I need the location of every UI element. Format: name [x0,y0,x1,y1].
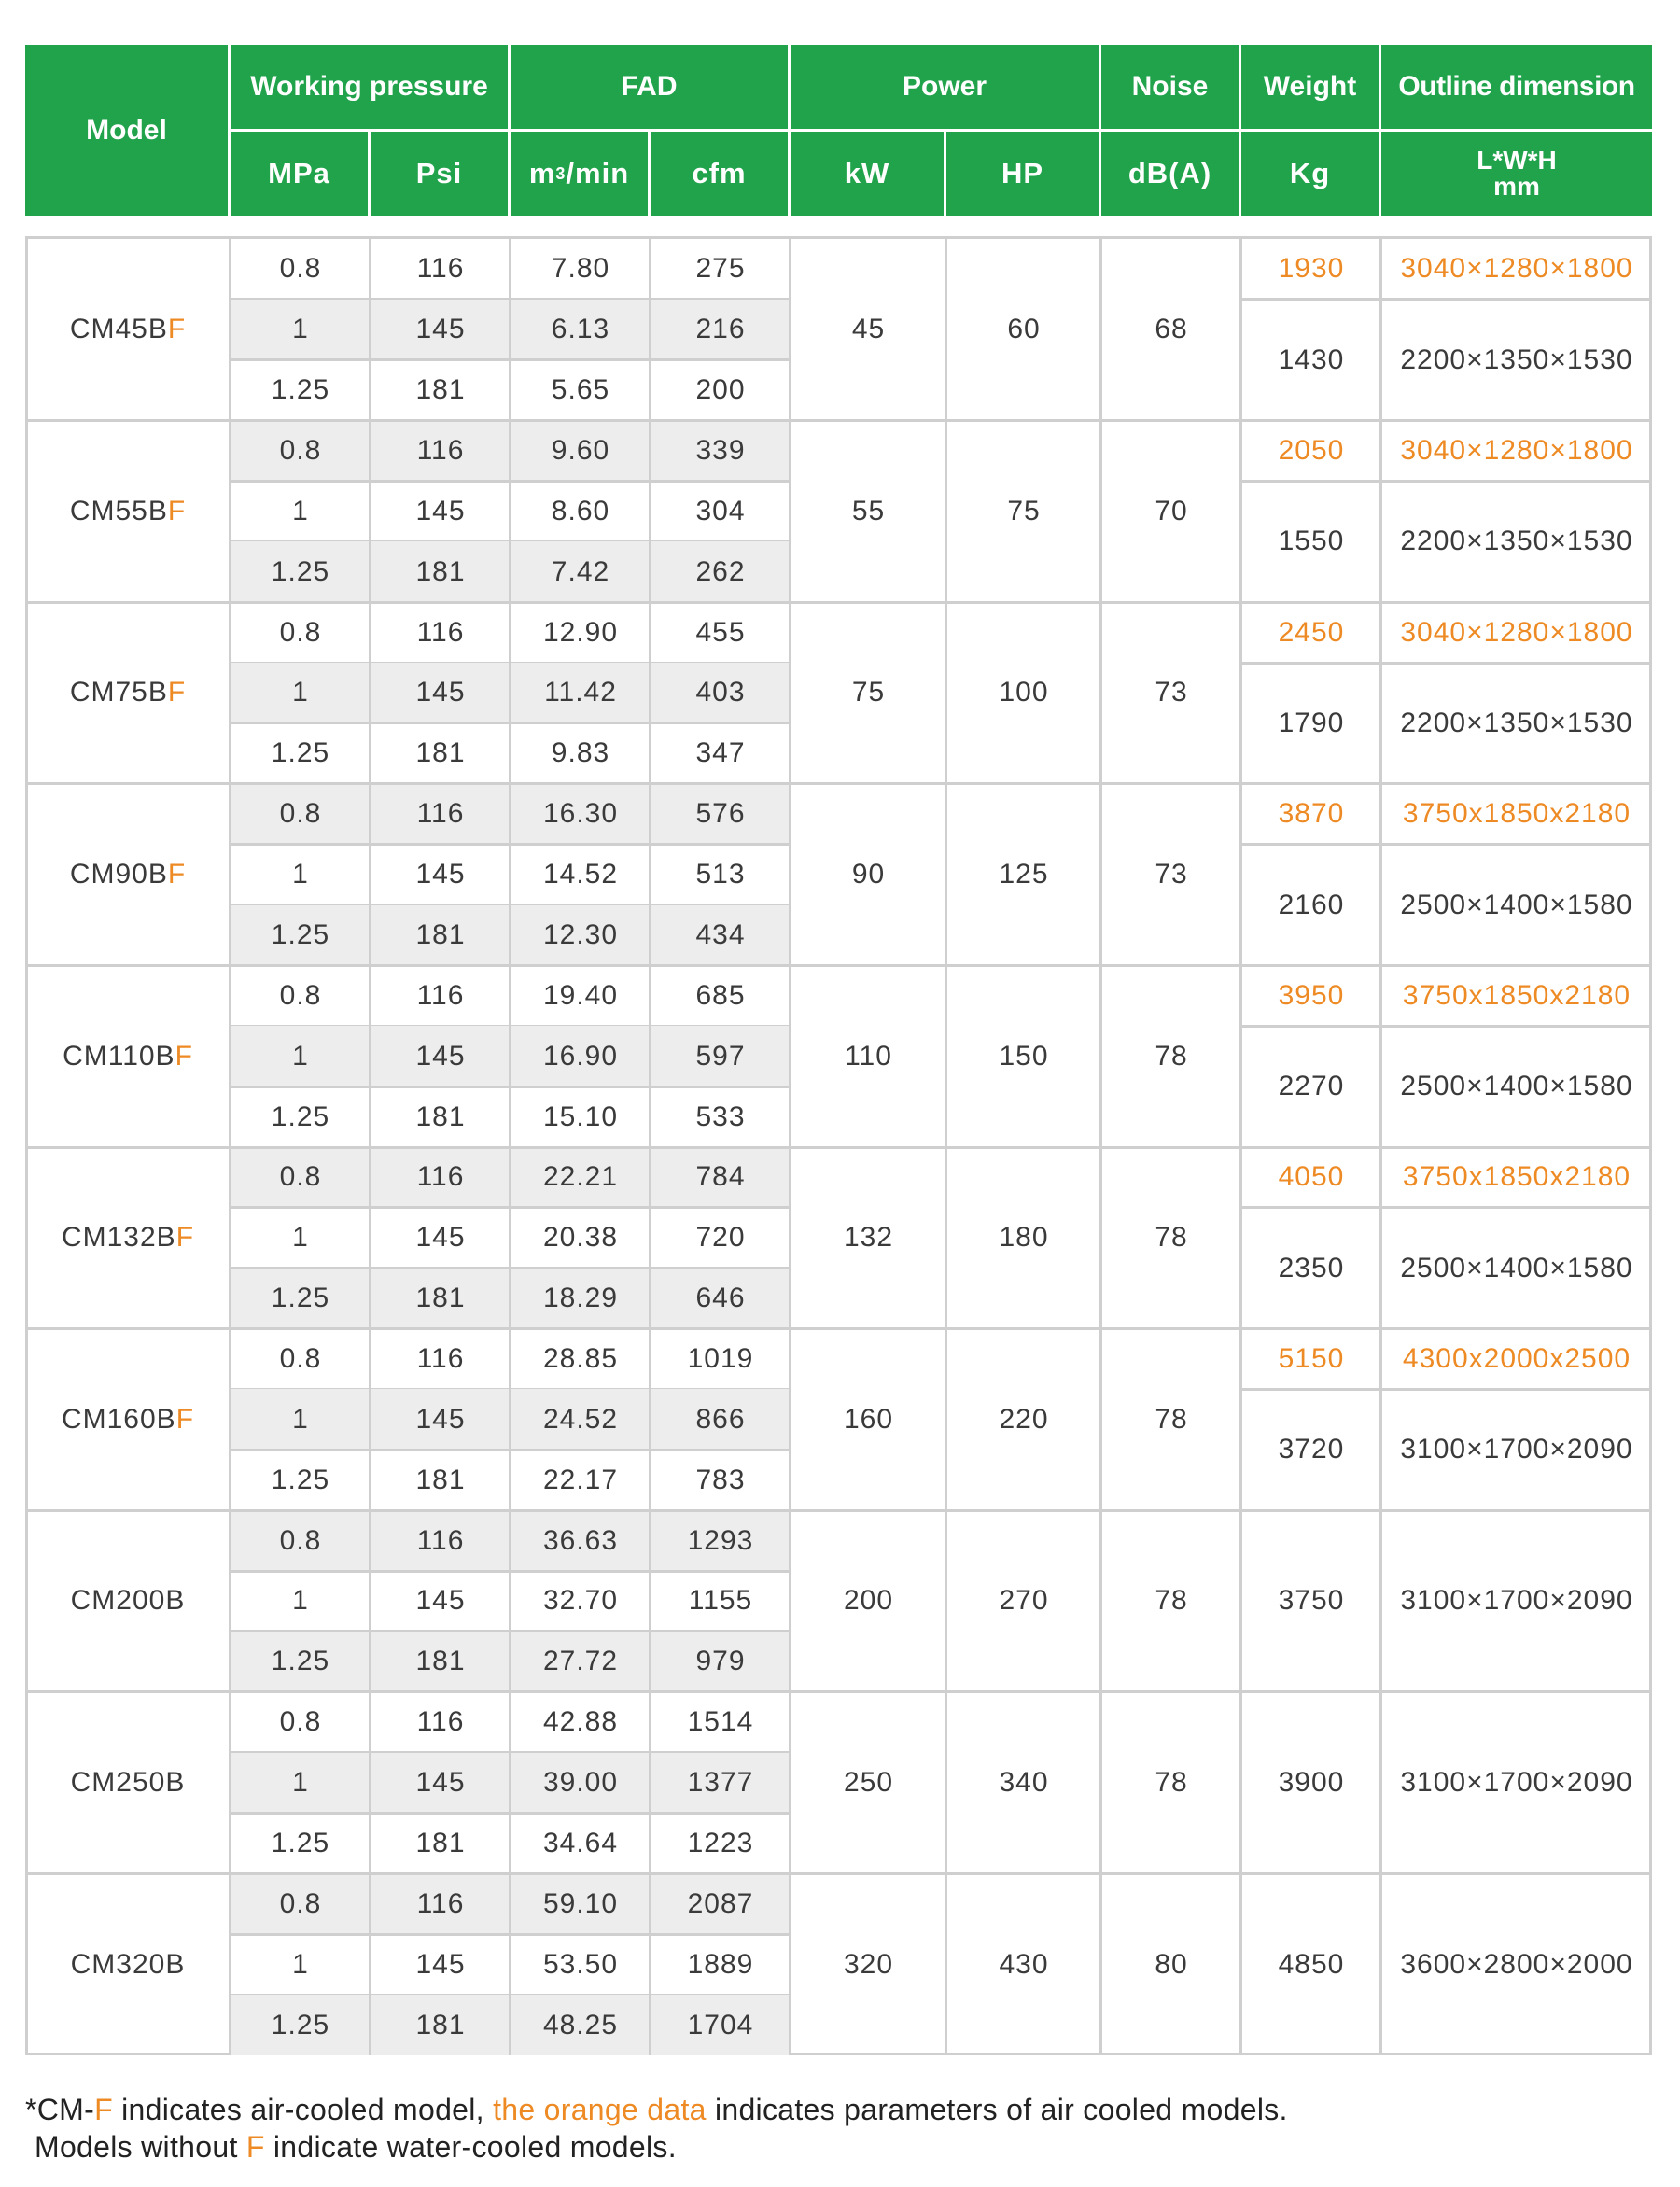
unit-m3-base: m [528,157,556,189]
fad-m3min: 9.83 [551,737,610,769]
outline-dimension: 2500×1400×1580 [1400,1252,1633,1283]
unit-lwh: L*W*H [1477,146,1557,175]
pressure-mpa: 1 [292,1585,309,1617]
pressure-mpa: 1.25 [231,1269,371,1329]
fad-m3min: 14.52 [542,859,619,890]
fad-m3min: 22.21 [511,1147,651,1208]
fad-m3min: 7.42 [511,541,651,602]
fad-m3min: 6.13 [511,300,651,360]
model-suffix: F [167,859,187,890]
outline-dimension: 3100×1700×2090 [1400,1585,1633,1617]
fad-cfm: 200 [695,374,746,406]
fad-m3min: 16.90 [511,1026,651,1086]
power-hp: 100 [999,677,1049,708]
weight-kg: 1790 [1278,707,1345,738]
power-kw: 55 [851,495,886,526]
outline-dimension: 2200×1350×1530 [1400,707,1633,738]
fad-cfm: 434 [651,905,791,966]
pressure-mpa: 1 [231,1026,371,1086]
noise-dba: 78 [1155,1040,1188,1072]
noise-dba: 78 [1155,1222,1188,1254]
pressure-mpa: 1.25 [271,1101,330,1132]
fad-cfm: 339 [651,421,791,482]
footnote-text-d: indicate water-cooled models. [264,2130,677,2164]
fad-m3min: 19.40 [542,979,619,1011]
pressure-mpa: 1.25 [271,1464,330,1495]
fad-m3min: 48.25 [511,1995,651,2055]
fad-m3min: 28.85 [542,1343,619,1375]
fad-cfm: 403 [651,663,791,723]
pressure-mpa: 1 [231,1753,371,1814]
unit-mpa: MPa [231,132,368,216]
pressure-psi: 145 [415,859,466,890]
model-suffix: F [167,314,187,345]
power-hp: 150 [999,1040,1049,1072]
pressure-psi: 145 [371,1389,511,1450]
group-divider [25,964,1652,967]
model-name [25,1873,231,2055]
power-hp: 340 [999,1767,1049,1799]
fad-m3min: 12.90 [542,616,619,648]
power-hp: 270 [999,1585,1049,1617]
weight-kg: 3720 [1278,1434,1345,1465]
outline-dimension: 3100×1700×2090 [1400,1434,1633,1465]
unit-hp: HP [946,132,1099,216]
footnote-f2: F [245,2130,265,2164]
fad-m3min: 20.38 [542,1222,619,1254]
model-base: CM75B [69,677,168,708]
unit-cfm: cfm [651,132,788,216]
power-hp: 430 [999,1948,1049,1980]
air-cooled-weight: 2450 [1278,616,1345,648]
table-header [25,45,1652,216]
pressure-psi: 116 [416,616,465,648]
pressure-mpa: 0.8 [279,616,322,648]
outline-dimension: 3100×1700×2090 [1400,1767,1633,1799]
model-name [25,1510,231,1692]
air-cooled-dimension: 3040×1280×1800 [1400,253,1633,285]
power-kw: 75 [851,677,886,708]
model-name [25,602,231,784]
pressure-mpa: 1 [292,1948,309,1980]
fad-cfm: 513 [695,859,746,890]
model-base: CM132B [61,1222,176,1254]
pressure-psi: 145 [415,1585,466,1617]
group-divider [25,1327,1652,1330]
fad-m3min: 34.64 [542,1827,619,1858]
fad-cfm: 1155 [688,1585,753,1617]
pressure-mpa: 0.8 [231,1510,371,1571]
air-cooled-weight: 3870 [1278,798,1345,830]
table-body [25,236,1652,2055]
fad-cfm: 455 [695,616,746,648]
fad-cfm: 1377 [651,1753,791,1814]
pressure-mpa: 0.8 [231,784,371,845]
fad-m3min: 42.88 [542,1706,619,1738]
weight-kg: 2160 [1278,889,1345,920]
fad-cfm: 1514 [687,1706,754,1738]
column-divider [789,239,791,2055]
pressure-psi: 181 [415,374,466,406]
fad-m3min: 8.60 [551,495,610,526]
group-divider [25,782,1652,785]
pressure-mpa: 1.25 [271,374,330,406]
air-cooled-dimension: 3750x1850x2180 [1402,1161,1631,1193]
pressure-mpa: 0.8 [231,1147,371,1208]
outline-dimension: 2500×1400×1580 [1400,1071,1633,1102]
power-kw: 132 [843,1222,894,1254]
unit-dba: dB(A) [1101,132,1239,216]
fad-cfm: 1889 [687,1948,754,1980]
column-divider [1379,239,1382,2055]
noise-dba: 80 [1155,1948,1188,1980]
fad-cfm: 1704 [651,1995,791,2055]
pressure-psi: 116 [416,1706,465,1738]
fad-cfm: 576 [651,784,791,845]
weight-kg: 2350 [1278,1252,1345,1283]
column-divider [369,239,371,2055]
power-kw: 160 [843,1403,894,1435]
fad-cfm: 685 [695,979,746,1011]
power-hp: 75 [1007,495,1041,526]
model-name [25,239,231,421]
outline-dimension: 2200×1350×1530 [1400,526,1633,557]
pressure-mpa: 1 [231,300,371,360]
air-cooled-weight: 4050 [1278,1161,1345,1193]
header-power: Power [791,45,1099,129]
unit-mm: mm [1493,172,1540,201]
group-divider [25,1146,1652,1149]
pressure-mpa: 1.25 [231,541,371,602]
outline-dimension: 2200×1350×1530 [1400,343,1633,375]
model-name [25,1147,231,1329]
fad-m3min: 53.50 [542,1948,619,1980]
pressure-mpa: 1 [292,1222,309,1254]
noise-dba: 78 [1155,1767,1188,1799]
noise-dba: 70 [1155,495,1188,526]
pressure-mpa: 0.8 [279,1706,322,1738]
power-kw: 110 [845,1040,892,1072]
outline-dimension: 3600×2800×2000 [1400,1948,1633,1980]
pressure-psi: 116 [416,979,465,1011]
fad-cfm: 1293 [651,1510,791,1571]
fad-cfm: 597 [651,1026,791,1086]
air-cooled-weight: 1930 [1278,253,1345,285]
pressure-psi: 181 [371,541,511,602]
fad-cfm: 533 [695,1101,746,1132]
pressure-mpa: 0.8 [231,421,371,482]
power-kw: 200 [843,1585,894,1617]
pressure-psi: 181 [371,905,511,966]
column-divider [25,239,28,2055]
unit-m3-per-min: m 3 /min [511,132,648,216]
model-suffix: F [175,1040,193,1072]
weight-kg: 1550 [1278,526,1345,557]
power-kw: 250 [843,1767,894,1799]
pressure-psi: 145 [415,1948,466,1980]
unit-psi: Psi [371,132,508,216]
pressure-mpa: 1 [292,495,309,526]
pressure-mpa: 0.8 [279,1343,322,1375]
pressure-psi: 145 [371,1753,511,1814]
pressure-psi: 181 [415,737,466,769]
pressure-mpa: 1.25 [271,1827,330,1858]
model-suffix: F [175,1222,195,1254]
power-hp: 180 [999,1222,1049,1254]
fad-m3min: 22.17 [542,1464,619,1495]
model-base: CM45B [69,314,168,345]
power-hp: 125 [999,859,1049,890]
fad-m3min: 27.72 [511,1632,651,1692]
fad-cfm: 784 [651,1147,791,1208]
footnote-text-b: indicates parameters of air cooled models. [706,2093,1288,2126]
header-outline-dimension: Outline dimension [1381,45,1652,129]
unit-kw: kW [791,132,944,216]
noise-dba: 73 [1155,677,1188,708]
footnote-text-a: indicates air-cooled model, [112,2093,494,2126]
model-base: CM250B [70,1767,186,1799]
header-noise: Noise [1101,45,1239,129]
fad-m3min: 11.42 [511,663,651,723]
fad-m3min: 12.30 [511,905,651,966]
pressure-psi: 181 [371,1995,511,2055]
pressure-psi: 116 [416,253,465,285]
air-cooled-weight: 2050 [1278,435,1345,467]
weight-kg: 1430 [1278,343,1345,375]
pressure-psi: 116 [416,1343,465,1375]
column-divider [1649,239,1652,2055]
model-suffix: F [175,1403,195,1435]
group-divider [25,1509,1652,1512]
header-fad: FAD [511,45,788,129]
column-divider [1099,239,1102,2055]
fad-m3min: 24.52 [511,1389,651,1450]
model-suffix: F [167,677,187,708]
model-base: CM160B [61,1403,176,1435]
group-divider [25,601,1652,604]
fad-cfm: 216 [651,300,791,360]
weight-kg: 2270 [1278,1071,1345,1102]
air-cooled-dimension: 3750x1850x2180 [1402,798,1631,830]
fad-cfm: 1019 [687,1343,754,1375]
header-model: Model [25,45,228,216]
power-kw: 90 [851,859,886,890]
fad-cfm: 304 [695,495,746,526]
model-name [25,965,231,1147]
fad-cfm: 646 [651,1269,791,1329]
pressure-psi: 116 [371,1510,511,1571]
unit-lwh-mm [1381,132,1652,216]
air-cooled-weight: 5150 [1278,1343,1345,1375]
power-hp: 60 [1007,314,1041,345]
pressure-mpa: 1.25 [231,1632,371,1692]
fad-m3min: 9.60 [511,421,651,482]
footnote-line-2 [25,2128,1649,2166]
fad-cfm: 720 [695,1222,746,1254]
weight-kg: 4850 [1278,1948,1345,1980]
fad-cfm: 275 [695,253,746,285]
pressure-mpa: 1.25 [231,1995,371,2055]
pressure-psi: 181 [415,1464,466,1495]
footnote-line-1 [25,2091,1649,2128]
model-name [25,1329,231,1511]
power-kw: 320 [843,1948,894,1980]
pressure-psi: 145 [415,1222,466,1254]
fad-m3min: 32.70 [542,1585,619,1617]
pressure-mpa: 0.8 [279,253,322,285]
pressure-mpa: 1 [231,663,371,723]
fad-cfm: 347 [695,737,746,769]
pressure-psi: 116 [371,421,511,482]
air-cooled-weight: 3950 [1278,979,1345,1011]
power-kw: 45 [851,314,886,345]
pressure-psi: 145 [371,663,511,723]
noise-dba: 78 [1155,1403,1188,1435]
group-divider [25,1872,1652,1875]
model-base: CM200B [70,1585,186,1617]
noise-dba: 73 [1155,859,1188,890]
fad-m3min: 18.29 [511,1269,651,1329]
unit-m3-tail: /min [566,157,630,189]
footnote-prefix: *CM- [25,2093,95,2126]
fad-cfm: 1223 [687,1827,754,1858]
pressure-psi: 116 [371,784,511,845]
fad-m3min: 39.00 [511,1753,651,1814]
unit-kg: Kg [1241,132,1379,216]
weight-kg: 3900 [1278,1767,1345,1799]
fad-cfm: 783 [695,1464,746,1495]
group-divider [25,1690,1652,1693]
header-working-pressure: Working pressure [231,45,508,129]
pressure-mpa: 1 [292,859,309,890]
fad-cfm: 2087 [651,1873,791,1934]
footnote [25,2091,1649,2166]
pressure-psi: 116 [371,1147,511,1208]
fad-cfm: 866 [651,1389,791,1450]
header-weight: Weight [1241,45,1379,129]
model-suffix: F [167,495,187,526]
column-divider [649,239,651,2055]
air-cooled-dimension: 4300x2000x2500 [1402,1343,1631,1375]
air-cooled-dimension: 3040×1280×1800 [1400,435,1633,467]
model-base: CM55B [69,495,168,526]
pressure-psi: 181 [415,1827,466,1858]
column-divider [229,239,231,2055]
fad-cfm: 979 [651,1632,791,1692]
pressure-mpa: 0.8 [231,1873,371,1934]
noise-dba: 78 [1155,1585,1188,1617]
pressure-psi: 145 [371,300,511,360]
fad-m3min: 7.80 [551,253,610,285]
fad-m3min: 36.63 [511,1510,651,1571]
pressure-mpa: 1.25 [231,905,371,966]
power-hp: 220 [999,1403,1049,1435]
pressure-psi: 145 [415,495,466,526]
group-divider [25,419,1652,422]
fad-m3min: 16.30 [511,784,651,845]
model-base: CM110B [63,1040,175,1072]
pressure-mpa: 1.25 [271,737,330,769]
air-cooled-dimension: 3040×1280×1800 [1400,616,1633,648]
fad-cfm: 262 [651,541,791,602]
fad-m3min: 5.65 [551,374,610,406]
column-divider [509,239,511,2055]
pressure-mpa: 1 [231,1389,371,1450]
pressure-psi: 181 [371,1632,511,1692]
footnote-orange-data: the orange data [493,2093,707,2126]
fad-m3min: 15.10 [542,1101,619,1132]
air-cooled-dimension: 3750x1850x2180 [1402,979,1631,1011]
noise-dba: 68 [1155,314,1188,345]
outline-dimension: 2500×1400×1580 [1400,889,1633,920]
column-divider [1239,239,1242,2055]
model-name [25,784,231,966]
footnote-text-c: Models without [35,2130,246,2164]
model-base: CM90B [69,859,168,890]
pressure-psi: 145 [371,1026,511,1086]
pressure-psi: 116 [371,1873,511,1934]
fad-m3min: 59.10 [511,1873,651,1934]
pressure-psi: 181 [371,1269,511,1329]
pressure-psi: 181 [415,1101,466,1132]
model-name [25,421,231,603]
pressure-mpa: 0.8 [279,979,322,1011]
weight-kg: 3750 [1278,1585,1345,1617]
model-base: CM320B [70,1948,186,1980]
model-name [25,1692,231,1874]
footnote-f: F [94,2093,113,2126]
column-divider [945,239,947,2055]
